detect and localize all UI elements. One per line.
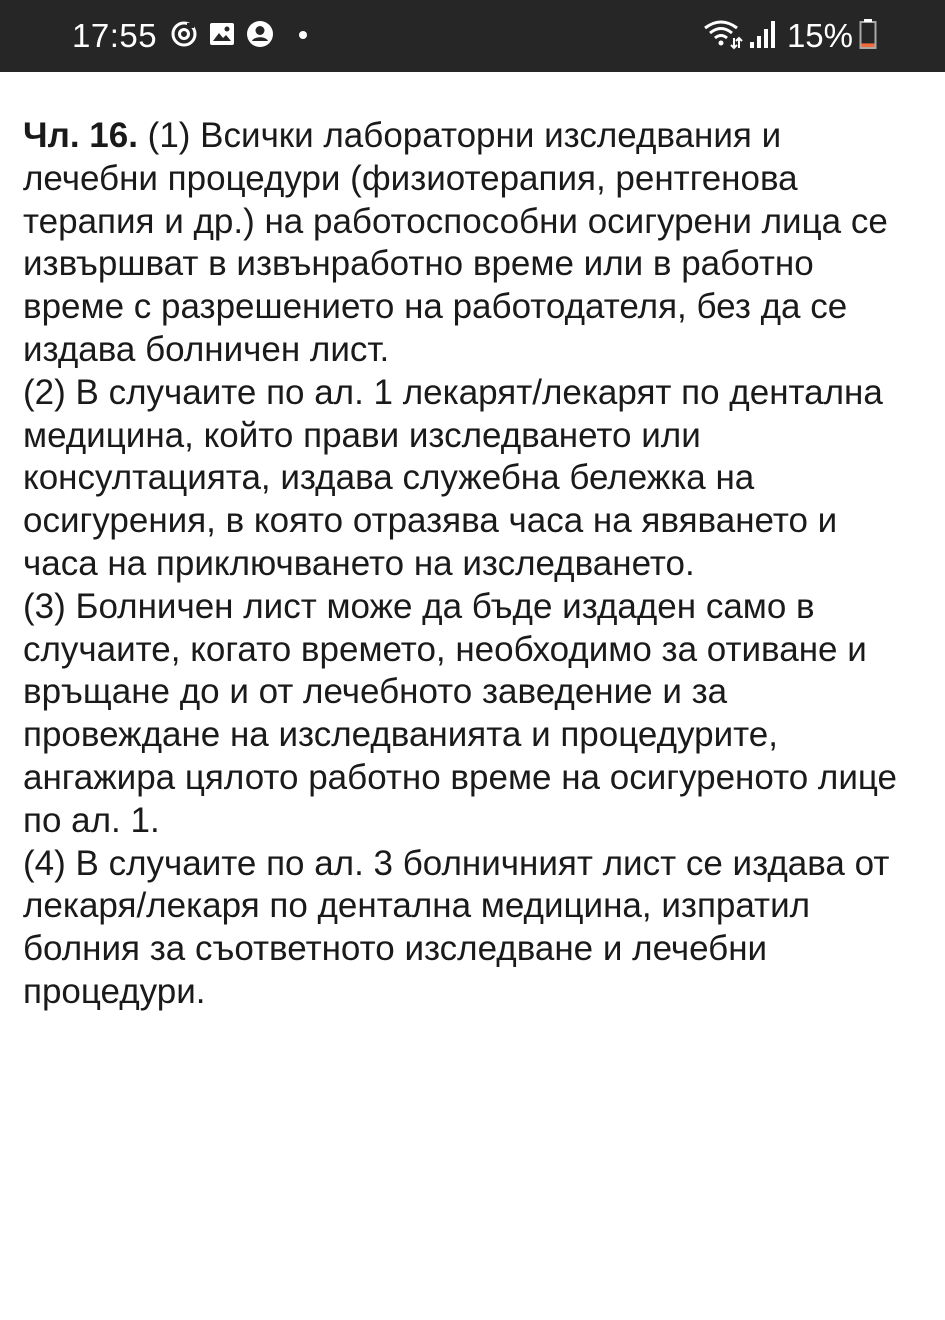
wifi-icon: [703, 18, 743, 55]
paragraph-1: [23, 115, 903, 372]
image-icon: [208, 20, 236, 53]
notification-icons: [170, 20, 308, 52]
circle-sync-icon: [170, 20, 198, 53]
dot-icon: [298, 27, 308, 45]
status-time: 17:55: [72, 17, 158, 54]
paragraph-4: (4) В случаите по ал. 3 болничният лист се издава от лекаря/лекаря по дентална медицина, изпратил болния за съответното изследване и лечебни процедури.: [23, 843, 890, 1011]
signal-icon: [749, 18, 775, 55]
battery-icon: [859, 18, 877, 55]
system-icons: [703, 16, 877, 56]
battery-percent: 15%: [786, 17, 853, 54]
paragraph-1-text: (1) Всички лабораторни изследвания и лечебни процедури (физиотерапия, рентгенова терапия и др.) на работоспособни осигурени лица се извършват в извънработно време или в работно време с разрешението на работодателя, без да се издава болничен лист.: [23, 116, 888, 369]
status-bar: [0, 0, 945, 72]
paragraph-3: (3) Болничен лист може да бъде издаден само в случаите, когато времето, необходимо за отиване и връщане до и от лечебното заведение и за провеждане на изследванията и процедурите, ангажира цялото работно време на осигуреното лице по ал. 1.: [23, 586, 897, 840]
account-icon: [246, 20, 274, 53]
article-label: Чл. 16.: [23, 116, 138, 155]
article-content: [23, 115, 903, 1014]
paragraph-2: (2) В случаите по ал. 1 лекарят/лекарят по дентална медицина, който прави изследването или консултацията, издава служебна бележка на осигурения, в която отразява часа на явяването и часа на приключването на изследването.: [23, 372, 883, 583]
